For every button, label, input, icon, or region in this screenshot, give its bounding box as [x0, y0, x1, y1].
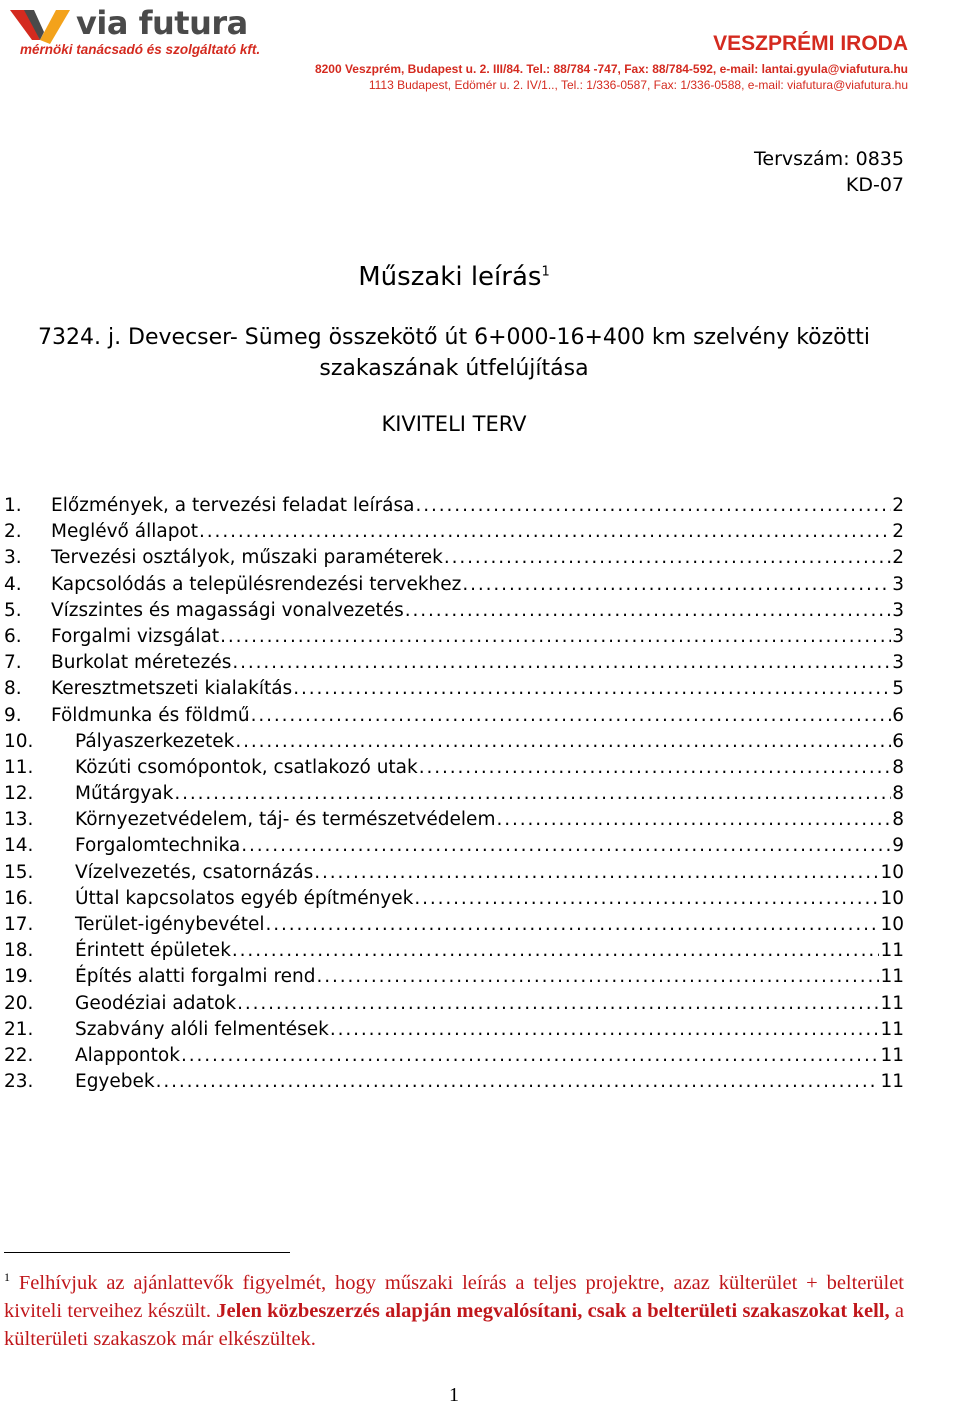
- toc-entry[interactable]: [4, 1043, 904, 1069]
- toc-entry-label[interactable]: Burkolat méretezés: [51, 652, 232, 674]
- toc-entry-page[interactable]: 3: [892, 652, 904, 674]
- toc-dot-leader: [419, 755, 891, 781]
- toc-entry[interactable]: [4, 938, 904, 964]
- toc-entry[interactable]: [4, 807, 904, 833]
- toc-dot-leader: [496, 807, 891, 833]
- toc-entry[interactable]: [4, 964, 904, 990]
- toc-entry-label[interactable]: Környezetvédelem, táj- és természetvédelem: [75, 809, 496, 831]
- toc-entry-label[interactable]: Tervezési osztályok, műszaki paraméterek: [51, 547, 443, 569]
- toc-entry-label[interactable]: Egyebek: [75, 1071, 155, 1093]
- footnote-marker: 1: [4, 1270, 10, 1284]
- toc-entry-number: 18.: [4, 940, 34, 962]
- toc-entry-page[interactable]: 11: [880, 940, 904, 962]
- toc-entry-number: 3.: [4, 547, 22, 569]
- toc-dot-leader: [199, 519, 891, 545]
- toc-dot-leader: [241, 833, 891, 859]
- toc-entry[interactable]: [4, 676, 904, 702]
- toc-entry-page[interactable]: 8: [892, 756, 904, 778]
- toc-entry-label[interactable]: Terület-igénybevétel: [75, 914, 265, 935]
- toc-dot-leader: [251, 703, 892, 729]
- subtitle-line-2: szakaszának útfelújítása: [319, 356, 589, 381]
- toc-entry-label[interactable]: Keresztmetszeti kialakítás: [51, 678, 293, 700]
- toc-entry-page[interactable]: 11: [880, 1018, 904, 1040]
- toc-entry-number: 8.: [4, 678, 22, 700]
- toc-entry-label[interactable]: Vízszintes és magassági vonalvezetés: [51, 599, 404, 621]
- toc-dot-leader: [444, 545, 891, 571]
- toc-entry[interactable]: [4, 991, 904, 1017]
- toc-entry-number: 10.: [4, 730, 34, 752]
- toc-entry-page[interactable]: 5: [892, 678, 904, 700]
- toc-entry-label[interactable]: Kapcsolódás a településrendezési tervekhez: [51, 573, 462, 595]
- toc-dot-leader: [416, 493, 892, 519]
- toc-entry-label[interactable]: Építés alatti forgalmi rend: [75, 966, 316, 988]
- toc-dot-leader: [220, 624, 891, 650]
- office-name: VESZPRÉMI IRODA: [713, 32, 908, 55]
- toc-entry-page[interactable]: 10: [880, 861, 904, 883]
- toc-entry[interactable]: [4, 519, 904, 545]
- toc-entry-label[interactable]: Geodéziai adatok: [75, 992, 237, 1014]
- title-text: Műszaki leírás: [358, 262, 542, 292]
- toc-entry[interactable]: [4, 886, 904, 912]
- toc-entry-page[interactable]: 9: [892, 835, 904, 857]
- toc-entry-page[interactable]: 6: [892, 704, 904, 726]
- toc-entry-number: 22.: [4, 1044, 34, 1066]
- document-title: [0, 262, 908, 292]
- toc-entry-number: 9.: [4, 704, 22, 726]
- toc-entry[interactable]: [4, 650, 904, 676]
- footnote-divider: [4, 1252, 290, 1253]
- toc-entry-label[interactable]: Előzmények, a tervezési feladat leírása: [51, 495, 415, 516]
- toc-entry[interactable]: [4, 860, 904, 886]
- toc-dot-leader: [235, 729, 891, 755]
- toc-entry-label[interactable]: Műtárgyak: [75, 783, 174, 805]
- toc-entry-page[interactable]: 10: [880, 887, 904, 909]
- toc-dot-leader: [181, 1043, 880, 1069]
- toc-entry[interactable]: [4, 1017, 904, 1043]
- toc-dot-leader: [405, 598, 891, 624]
- toc-entry[interactable]: [4, 598, 904, 624]
- toc-dot-leader: [314, 860, 879, 886]
- toc-entry-label[interactable]: Közúti csomópontok, csatlakozó utak: [75, 756, 418, 778]
- toc-entry-label[interactable]: Forgalmi vizsgálat: [51, 625, 220, 647]
- toc-entry-number: 21.: [4, 1018, 34, 1040]
- toc-entry-page[interactable]: 8: [892, 809, 904, 831]
- toc-dot-leader: [174, 781, 891, 807]
- toc-entry-number: 1.: [4, 495, 22, 516]
- toc-entry-number: 20.: [4, 992, 34, 1014]
- toc-entry-number: 2.: [4, 521, 22, 543]
- toc-entry-label[interactable]: Vízelvezetés, csatornázás: [75, 861, 314, 883]
- toc-entry-number: 16.: [4, 887, 34, 909]
- toc-dot-leader: [232, 650, 891, 676]
- company-logo: [10, 4, 261, 57]
- footnote-text-emphasis: Jelen közbeszerzés alapján megvalósítani, csak a belterületi szakaszokat kell,: [216, 1299, 890, 1322]
- toc-entry-label[interactable]: Forgalomtechnika: [75, 835, 241, 857]
- toc-entry[interactable]: [4, 729, 904, 755]
- toc-dot-leader: [266, 912, 880, 938]
- plan-number: Tervszám: 0835: [754, 148, 904, 170]
- footnote-text-intro: Felhívjuk az ajánlattevők figyelmét, hogy műszaki leírás a teljes projektre, azaz külterület + belterület kiviteli terveihez készült.: [4, 1271, 904, 1322]
- plan-number-block: [754, 146, 904, 198]
- toc-dot-leader: [156, 1069, 880, 1095]
- toc-entry[interactable]: [4, 493, 904, 519]
- toc-entry-page[interactable]: 11: [880, 1071, 904, 1093]
- logo-name: via futura: [76, 4, 248, 42]
- toc-entry-number: 4.: [4, 573, 22, 595]
- title-footnote-ref[interactable]: 1: [541, 264, 550, 280]
- toc-entry[interactable]: [4, 545, 904, 571]
- page-number: 1: [449, 1384, 459, 1406]
- toc-entry-page[interactable]: 3: [892, 625, 904, 647]
- toc-entry-label[interactable]: Földmunka és földmű: [51, 704, 250, 726]
- footnote: [4, 1263, 904, 1353]
- toc-entry-label[interactable]: Szabvány alóli felmentések: [75, 1018, 329, 1040]
- toc-entry-number: 6.: [4, 625, 22, 647]
- toc-entry[interactable]: [4, 833, 904, 859]
- toc-dot-leader: [414, 886, 879, 912]
- toc-entry[interactable]: [4, 755, 904, 781]
- toc-entry[interactable]: [4, 912, 904, 938]
- toc-dot-leader: [330, 1017, 880, 1043]
- logo-tagline: mérnöki tanácsadó és szolgáltató kft.: [20, 42, 261, 57]
- toc-entry-number: 12.: [4, 783, 34, 805]
- toc-entry-label[interactable]: Alappontok: [75, 1044, 180, 1066]
- toc-entry-page[interactable]: 6: [892, 730, 904, 752]
- toc-entry-number: 15.: [4, 861, 34, 883]
- toc-entry-page[interactable]: 3: [892, 573, 904, 595]
- toc-entry-page[interactable]: 8: [892, 783, 904, 805]
- document-subtitle: [0, 322, 908, 384]
- plan-type: KIVITELI TERV: [381, 412, 527, 436]
- toc-entry-page[interactable]: 11: [880, 1044, 904, 1066]
- toc-entry-number: 23.: [4, 1071, 34, 1093]
- toc-dot-leader: [232, 938, 880, 964]
- plan-code: KD-07: [845, 174, 904, 196]
- toc-entry-label[interactable]: Pályaszerkezetek: [75, 730, 235, 752]
- toc-dot-leader: [237, 991, 879, 1017]
- toc-dot-leader: [462, 572, 891, 598]
- toc-entry-page[interactable]: 2: [892, 521, 904, 543]
- toc-entry-number: 19.: [4, 966, 34, 988]
- toc-entry-label[interactable]: Érintett épületek: [75, 940, 231, 962]
- address-line-2: 1113 Budapest, Edömér u. 2. IV/1.., Tel.: 1/336-0587, Fax: 1/336-0588, e-mail: viafutura@viafutura.hu: [368, 78, 908, 92]
- toc-dot-leader: [317, 964, 880, 990]
- toc-entry-number: 7.: [4, 652, 22, 674]
- toc-entry-page[interactable]: 11: [880, 992, 904, 1014]
- toc-entry-page[interactable]: 3: [892, 599, 904, 621]
- toc-entry-label[interactable]: Meglévő állapot: [51, 521, 199, 543]
- toc-entry[interactable]: [4, 781, 904, 807]
- toc-entry-label[interactable]: Úttal kapcsolatos egyéb építmények: [75, 887, 414, 909]
- logo-mark-icon: [10, 10, 72, 44]
- toc-entry-number: 11.: [4, 756, 34, 778]
- toc-entry-page[interactable]: 10: [880, 914, 904, 935]
- toc-entry-page[interactable]: 2: [892, 495, 904, 516]
- toc-entry[interactable]: [4, 703, 904, 729]
- toc-entry-page[interactable]: 11: [880, 966, 904, 988]
- toc-entry-number: 13.: [4, 809, 34, 831]
- address-line-1: 8200 Veszprém, Budapest u. 2. III/84. Tel.: 88/784 -747, Fax: 88/784-592, e-mail: lantai.gyula@viafutura.hu: [314, 62, 908, 76]
- toc-dot-leader: [293, 676, 891, 702]
- toc-entry-number: 17.: [4, 914, 34, 935]
- subtitle-line-1: 7324. j. Devecser- Sümeg összekötő út 6+000-16+400 km szelvény közötti: [37, 325, 870, 350]
- toc-entry[interactable]: [4, 624, 904, 650]
- toc-entry[interactable]: [4, 572, 904, 598]
- toc-entry-page[interactable]: 2: [892, 547, 904, 569]
- toc-entry-number: 14.: [4, 835, 34, 857]
- toc-entry[interactable]: [4, 1069, 904, 1095]
- footnote-text-outro: a külterületi szakaszok már elkészültek.: [4, 1299, 904, 1350]
- toc-entry-number: 5.: [4, 599, 22, 621]
- table-of-contents: [4, 493, 904, 1095]
